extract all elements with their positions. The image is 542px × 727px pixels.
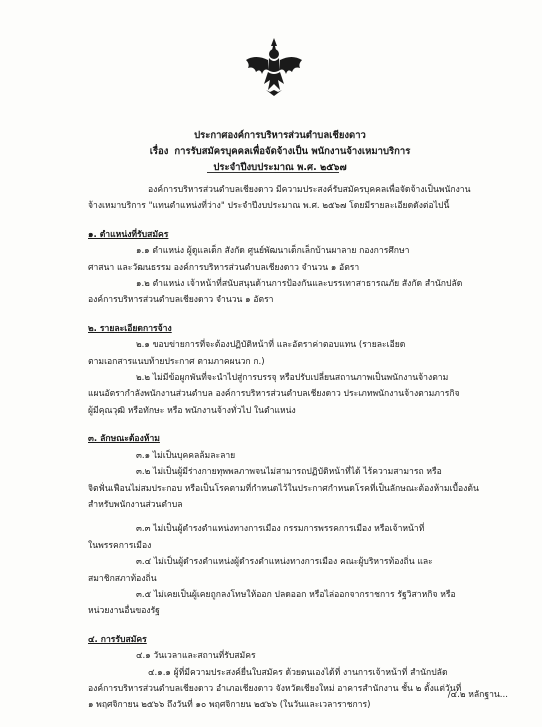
section-line: ตามเอกสารแนบท้ายประกาศ ตามภาคผนวก ก.): [88, 356, 265, 367]
announcement-header: [60, 128, 500, 176]
subject-label: เรื่อง: [149, 146, 169, 157]
section-line: สำหรับพนักงานส่วนตำบล: [88, 499, 183, 510]
section-line: ๒.๒ ไม่มีข้อผูกพันที่จะนำไปสู่การบรรจุ หรือปรับเปลี่ยนสถานภาพเป็นพนักงานจ้างตาม: [136, 373, 449, 384]
intro-line: องค์การบริหารส่วนตำบลเชียงดาว มีความประสงค์รับสมัครบุคคลเพื่อจัดจ้างเป็นพนักงาน: [148, 185, 471, 195]
section-heading: ๑. ตำแหน่งที่รับสมัคร: [88, 229, 169, 240]
continuation-footer: /๔.๒ หลักฐาน...: [447, 690, 508, 700]
header-divider: [207, 172, 339, 173]
section-line: หน่วยงานอื่นของรัฐ: [88, 606, 160, 617]
section-line: ๓.๓ ไม่เป็นผู้ดำรงตำแหน่งทางการเมือง กรรมการพรรคการเมือง หรือเจ้าหน้าที่: [136, 524, 425, 535]
section-line: องค์การบริหารส่วนตำบลเชียงดาว อำเภอเชียงดาว จังหวัดเชียงใหม่ อาคารสำนักงาน ชั้น ๒ ตั้งแต่วันที่: [88, 683, 462, 694]
section-heading: ๒. รายละเอียดการจ้าง: [88, 323, 172, 334]
section-line: องค์การบริหารส่วนตำบลเชียงดาว จำนวน ๑ อัตรา: [88, 295, 274, 306]
section-heading: ๓. ลักษณะต้องห้าม: [88, 434, 160, 445]
section-line: ๔.๑.๑ ผู้ที่มีความประสงค์ยื่นใบสมัคร ด้วยตนเองได้ที่ งานการเจ้าหน้าที่ สำนักปลัด: [148, 667, 448, 678]
section-line: ๑.๑ ตำแหน่ง ผู้ดูแลเด็ก สังกัด ศูนย์พัฒนาเด็กเล็กบ้านผาลาย กองการศึกษา: [136, 246, 410, 257]
section-line: ๒.๑ ขอบข่ายการที่จะต้องปฏิบัติหน้าที่ และอัตราค่าตอบแทน (รายละเอียด: [136, 340, 406, 351]
section-line: ๑.๒ ตำแหน่ง เจ้าหน้าที่สนับสนุนด้านการป้องกันและบรรเทาสาธารณภัย สังกัด สำนักปลัด: [136, 279, 463, 290]
section-line: ๔.๑ วันเวลาและสถานที่รับสมัคร: [136, 651, 256, 662]
section-line: ผู้มีคุณวุฒิ หรือทักษะ หรือ พนักงานจ้างทั่วไป ในตำแหน่ง: [88, 405, 296, 416]
section-line: ศาสนา และวัฒนธรรม องค์การบริหารส่วนตำบลเชียงดาว จำนวน ๑ อัตรา: [88, 262, 360, 273]
garuda-emblem-icon: [244, 36, 304, 98]
section-line: สมาชิกสภาท้องถิ่น: [88, 573, 157, 584]
section-line: ๓.๔ ไม่เป็นผู้ดำรงตำแหน่งผู้ดำรงตำแหน่งทางการเมือง คณะผู้บริหารท้องถิ่น และ: [136, 557, 433, 568]
fiscal-year: ประจำปีงบประมาณ พ.ศ. ๒๕๖๗: [213, 162, 347, 173]
subject-text: การรับสมัครบุคคลเพื่อจัดจ้างเป็น พนักงานจ้างเหมาบริการ: [174, 146, 411, 157]
section-line: ในพรรคการเมือง: [88, 540, 152, 551]
section-line: ๓.๕ ไม่เคยเป็นผู้เคยถูกลงโทษให้ออก ปลดออก หรือไล่ออกจากราชการ รัฐวิสาหกิจ หรือ: [136, 589, 456, 600]
announcement-title: ประกาศองค์การบริหารส่วนตำบลเชียงดาว: [194, 130, 366, 141]
section-line: จิตฟั่นเฟือนไม่สมประกอบ หรือเป็นโรคตามที่กำหนดไว้ในประกาศกำหนดโรคที่เป็นลักษณะต้องห้ามเบื้องต้น: [88, 483, 479, 494]
section-line: ๑ พฤศจิกายน ๒๕๖๖ ถึงวันที่ ๑๐ พฤศจิกายน ๒๕๖๖ (ในวันและเวลาราชการ): [88, 700, 371, 711]
section-line: ๓.๑ ไม่เป็นบุคคลล้มละลาย: [136, 450, 236, 461]
section-line: แผนอัตรากำลังพนักงานส่วนตำบล องค์การบริหารส่วนตำบลเชียงดาว ประเภทพนักงานจ้างตามภารกิจ: [88, 389, 460, 400]
section-heading: ๔. การรับสมัคร: [88, 634, 147, 645]
intro-line: จ้างเหมาบริการ "แทนตำแหน่งที่ว่าง" ประจำปีงบประมาณ พ.ศ. ๒๕๖๗ โดยมีรายละเอียดดังต่อไปนี้: [88, 201, 450, 212]
section-line: ๓.๒ ไม่เป็นผู้มีร่างกายทุพพลภาพจนไม่สามารถปฏิบัติหน้าที่ได้ ไร้ความสามารถ หรือ: [136, 467, 442, 478]
subject-row: [60, 144, 500, 160]
document-body: [88, 182, 498, 714]
